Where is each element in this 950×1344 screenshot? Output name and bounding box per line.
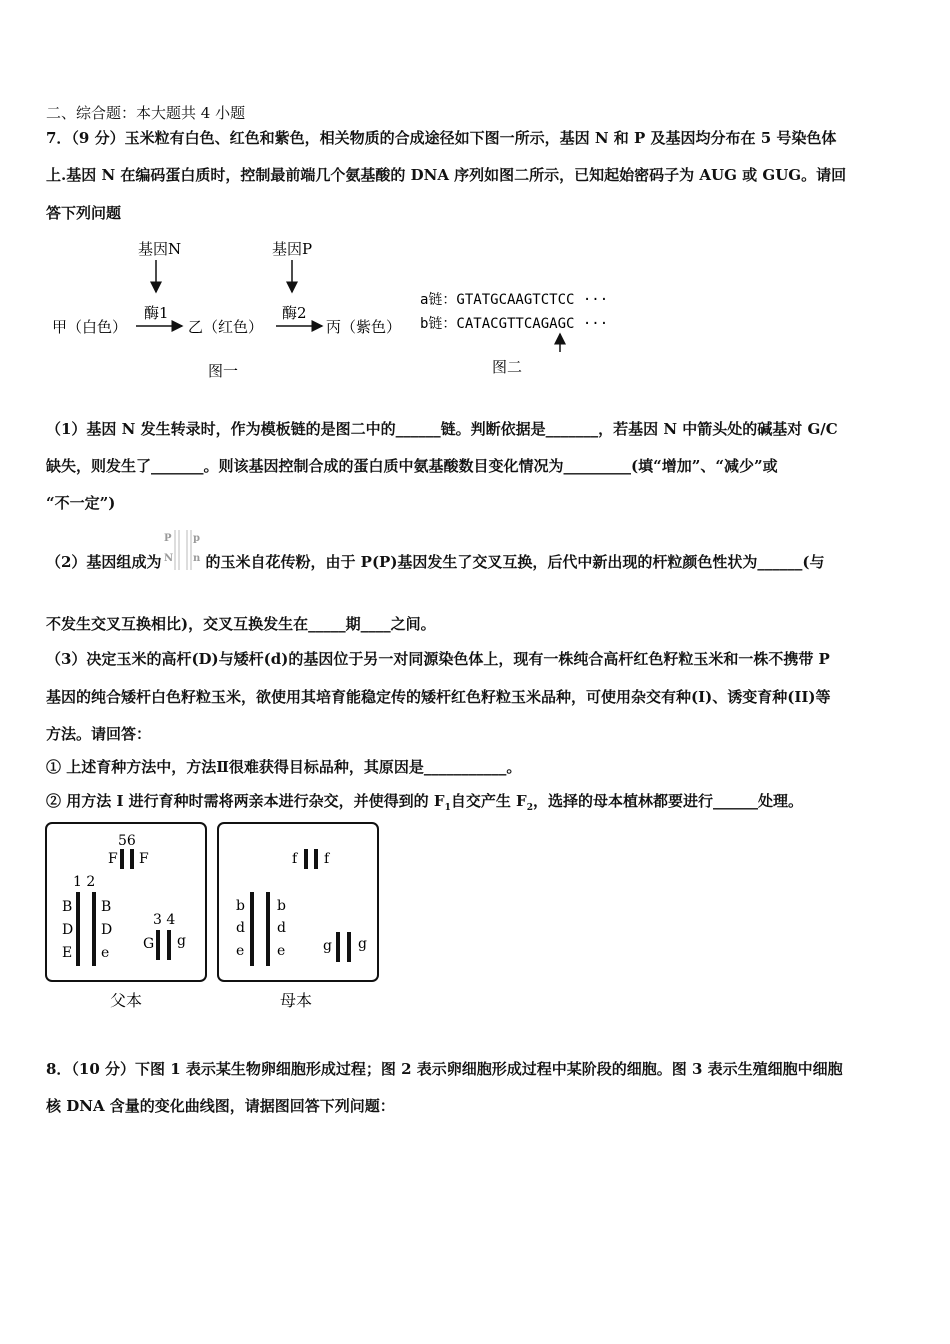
mother-right-gene-3: e	[277, 943, 286, 959]
f2-subscript: 2	[526, 803, 533, 813]
father-chromosome-5	[120, 849, 124, 869]
father-right-gene-2: D	[101, 922, 113, 938]
genotype-p-lower: p	[193, 533, 201, 544]
q7-item-1: ① 上述育种方法中，方法Ⅱ很难获得目标品种，其原因是___________。	[46, 758, 522, 776]
father-cell	[46, 823, 206, 981]
father-right-gene-1: B	[101, 899, 112, 915]
father-g-right: g	[177, 933, 186, 949]
father-pair-56-numbers: 56	[118, 833, 136, 849]
q8-line-2: 核 DNA 含量的变化曲线图，请据图回答下列问题：	[46, 1097, 395, 1115]
father-chromosome-4	[167, 930, 171, 960]
enzyme-1-label: 酶1	[144, 304, 169, 322]
q7-item-2	[46, 791, 803, 818]
gene-n-label: 基因N	[138, 240, 182, 258]
mother-chromosome-3	[336, 932, 340, 962]
pathway-figure	[0, 230, 950, 390]
q7-sub3-line-3: 方法。请回答：	[46, 725, 152, 743]
mother-chromosome-2	[266, 892, 270, 966]
q7-item-2-post: ，选择的母本植林都要进行______处理。	[532, 792, 803, 810]
mother-chromosome-4	[347, 932, 351, 962]
q7-item-2-mid: 自交产生 F	[450, 792, 527, 810]
mother-chromosome-1	[250, 892, 254, 966]
father-g-left: G	[143, 936, 155, 952]
q7-sub2-post: 的玉米自花传粉，由于 P(P)基因发生了交叉互换，后代中新出现的杆粒颜色性状为______(与	[205, 553, 825, 571]
mother-f-left: f	[292, 851, 298, 867]
q7-intro-line-1: 7．（9 分）玉米粒有白色、红色和紫色，相关物质的合成途径如下图一所示，基因 N 和 P 及基因均分布在 5 号染色体	[46, 129, 837, 147]
mother-cell	[218, 823, 378, 981]
q7-item-2-pre: ② 用方法 I 进行育种时需将两亲本进行杂交，并使得到的 F	[46, 792, 445, 810]
q7-sub1-line-3: “不一定”)	[46, 494, 116, 512]
mother-right-gene-2: d	[277, 920, 286, 936]
mother-left-gene-2: d	[236, 920, 245, 936]
f1-subscript: 1	[444, 803, 451, 813]
q8-line-1: 8．（10 分）下图 1 表示某生物卵细胞形成过程；图 2 表示卵细胞形成过程中某阶段的细胞。图 3 表示生殖细胞中细胞	[46, 1060, 843, 1078]
gene-p-label: 基因P	[272, 240, 313, 258]
q7-intro-line-3: 答下列问题	[46, 204, 122, 222]
father-caption: 父本	[110, 991, 143, 1010]
genotype-n-upper: N	[164, 553, 174, 564]
father-chromosome-6	[130, 849, 134, 869]
chain-a-sequence: a链：GTATGCAAGTCTCC ···	[420, 292, 609, 308]
chromosome-figure	[0, 818, 400, 1018]
father-pair-12-numbers: 1 2	[73, 874, 96, 890]
substance-yi: 乙（红色）	[188, 318, 264, 336]
section-title: 二、综合题：本大题共 4 小题	[46, 104, 246, 122]
father-left-gene-2: D	[62, 922, 74, 938]
q7-sub2-line-1	[46, 533, 825, 573]
q7-sub1-line-2: 缺失，则发生了_______。则该基因控制合成的蛋白质中氨基酸数目变化情况为_________(填“增加”、“减少”或	[46, 457, 778, 475]
substance-bing: 丙（紫色）	[326, 318, 402, 336]
father-f-left: F	[108, 851, 118, 867]
q7-sub2-line-2: 不发生交叉互换相比)，交叉互换发生在_____期____之间。	[46, 615, 436, 633]
genotype-p-upper: P	[164, 533, 172, 544]
mother-g-left: g	[323, 938, 332, 954]
father-left-gene-1: B	[62, 899, 73, 915]
mother-left-gene-3: e	[236, 943, 245, 959]
genotype-chromosome-figure	[161, 527, 205, 573]
mother-g-right: g	[358, 936, 367, 952]
chain-b-sequence: b链：CATACGTTCAGAGC ···	[420, 316, 609, 332]
q7-sub3-line-1: （3）决定玉米的高杆(D)与矮杆(d)的基因位于另一对同源染色体上，现有一株纯合高杆红色籽粒玉米和一株不携带 P	[46, 650, 830, 668]
figure-1-caption: 图一	[208, 362, 239, 380]
q7-sub3-line-2: 基因的纯合矮杆白色籽粒玉米，欲使用其培育能稳定传的矮杆红色籽粒玉米品种，可使用杂交有种(I)、诱变育种(II)等	[46, 688, 831, 706]
q7-sub2-pre: （2）基因组成为	[46, 553, 162, 571]
figure-2-caption: 图二	[492, 358, 523, 376]
mother-caption: 母本	[280, 991, 313, 1010]
mother-right-gene-1: b	[277, 898, 286, 914]
mother-f-right: f	[324, 851, 330, 867]
q7-intro-line-2: 上.基因 N 在编码蛋白质时，控制最前端几个氨基酸的 DNA 序列如图二所示，已知起始密码子为 AUG 或 GUG。请回	[46, 166, 847, 184]
mother-chromosome-6	[314, 849, 318, 869]
genotype-n-lower: n	[193, 553, 201, 564]
enzyme-2-label: 酶2	[282, 304, 307, 322]
father-chromosome-2	[92, 892, 96, 966]
father-chromosome-1	[76, 892, 80, 966]
q7-sub1-line-1: （1）基因 N 发生转录时，作为模板链的是图二中的______链。判断依据是_______，若基因 N 中箭头处的碱基对 G/C	[46, 420, 838, 438]
mother-chromosome-5	[304, 849, 308, 869]
father-right-gene-3: e	[101, 945, 110, 961]
father-f-right: F	[139, 851, 149, 867]
mother-left-gene-1: b	[236, 898, 245, 914]
father-pair-34-numbers: 3 4	[153, 912, 176, 928]
father-chromosome-3	[156, 930, 160, 960]
substance-jia: 甲（白色）	[52, 318, 128, 336]
father-left-gene-3: E	[62, 945, 73, 961]
